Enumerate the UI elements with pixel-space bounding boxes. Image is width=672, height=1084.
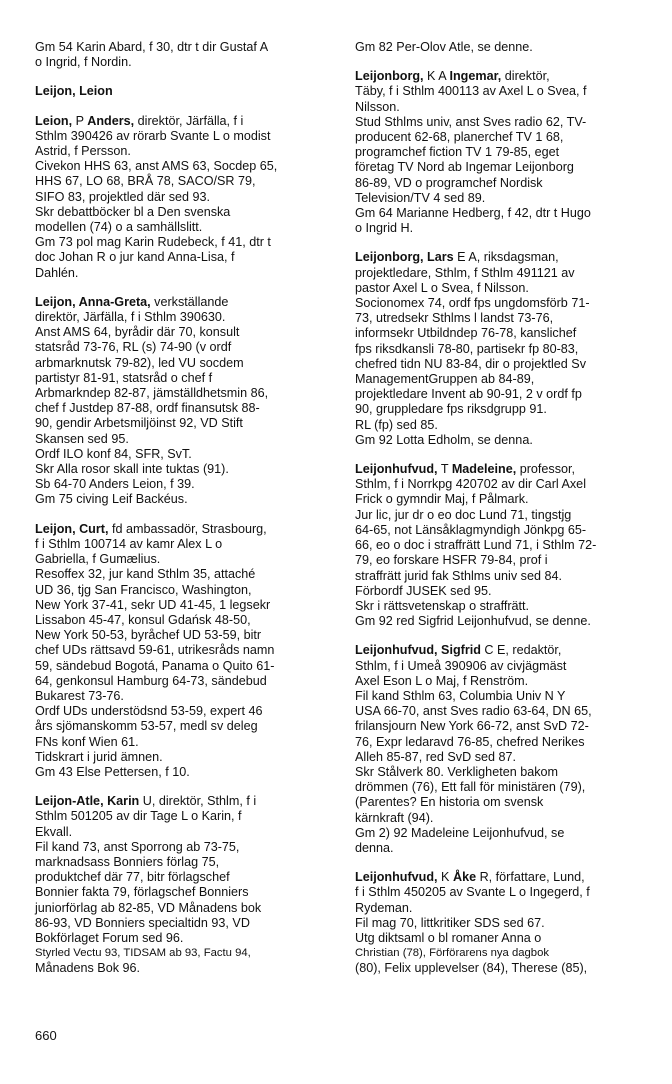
entry-line: Skansen sed 95. bbox=[35, 431, 129, 446]
entry-text: direktör, Järfälla, f i bbox=[134, 113, 244, 128]
entry-line: 64, genkonsul Hamburg 64-73, sändebud bbox=[35, 673, 267, 688]
entry-line: f i Sthlm 100714 av kamr Alex L o bbox=[35, 536, 223, 551]
entry-line: New York 50-53, byråchef UD 53-59, bitr bbox=[35, 628, 262, 643]
biography-entry bbox=[35, 84, 330, 99]
entry-line: Gm 82 Per-Olov Atle, se denne. bbox=[355, 40, 533, 54]
entry-name: Leijon, Curt, bbox=[35, 521, 109, 536]
entry-line: 86-89, VD o programchef Nordisk bbox=[355, 175, 543, 190]
entry-line: Fil kand 73, anst Sporrong ab 73-75, bbox=[35, 839, 240, 854]
entry-text: K bbox=[437, 870, 453, 885]
entry-text: U, direktör, Sthlm, f i bbox=[139, 794, 257, 809]
entry-line: doc Johan R o jur kand Anna-Lisa, f bbox=[35, 250, 235, 265]
entry-line: Television/TV 4 sed 89. bbox=[355, 190, 486, 205]
entry-line: Alleh 85-87, red SvD sed 87. bbox=[355, 749, 517, 764]
biography-entry bbox=[355, 250, 650, 448]
entry-text: E A, riksdagsman, bbox=[453, 250, 559, 265]
biography-entry bbox=[35, 295, 330, 508]
biography-entry bbox=[355, 643, 650, 856]
entry-line: RL (fp) sed 85. bbox=[355, 417, 438, 432]
entry-line: Skr debattböcker bl a Den svenska bbox=[35, 204, 231, 219]
entry-text: verkställande bbox=[150, 294, 229, 309]
entry-line: USA 66-70, anst Sves radio 63-64, DN 65, bbox=[355, 704, 592, 719]
entry-line: 64-65, not Länsåklagmyndigh Jönkpg 65- bbox=[355, 522, 587, 537]
entry-line: Utg diktsaml o bl romaner Anna o bbox=[355, 930, 542, 945]
entry-line: Dahlén. bbox=[35, 265, 79, 280]
entry-name: Leion, bbox=[35, 113, 76, 128]
entry-line: Gm 54 Karin Abard, f 30, dtr t dir Gustaf A bbox=[35, 40, 269, 54]
entry-line: producent 62-68, planerchef TV 1 68, bbox=[355, 130, 564, 145]
entry-line: 86-93, VD Bonniers specialtidn 93, VD bbox=[35, 915, 250, 930]
entry-line: SIFO 83, projektled där sed 93. bbox=[35, 189, 211, 204]
entry-line: Gm 92 Lotta Edholm, se denna. bbox=[355, 432, 533, 447]
entry-line: o Ingrid H. bbox=[355, 221, 414, 236]
entry-name: Leijonborg, Lars bbox=[355, 250, 454, 265]
entry-line: Lissabon 45-47, konsul Gdańsk 48-50, bbox=[35, 612, 251, 627]
page-number: 660 bbox=[35, 1028, 57, 1043]
entry-line: FNs konf Wien 61. bbox=[35, 734, 139, 749]
entry-line: chef f Justdep 87-88, ordf finansutsk 88- bbox=[35, 401, 260, 416]
entry-line: Gm 2) 92 Madeleine Leijonhufvud, se bbox=[355, 825, 565, 840]
entry-line: Jur lic, jur dr o eo doc Lund 71, tingstjg bbox=[355, 507, 572, 522]
entry-line: Förbordf JUSEK sed 95. bbox=[355, 583, 492, 598]
entry-line: modellen (74) o a samhällslitt. bbox=[35, 220, 203, 235]
entry-line bbox=[355, 250, 650, 265]
entry-name: Madeleine, bbox=[451, 462, 517, 477]
left-column bbox=[35, 40, 330, 991]
entry-text: professor, bbox=[516, 462, 576, 477]
entry-line: Christian (78), Förförarens nya dagbok bbox=[355, 947, 550, 960]
entry-name: Anders, bbox=[87, 113, 135, 128]
entry-line: marknadsass Bonniers förlag 75, bbox=[35, 854, 220, 869]
entry-line: New York 37-41, sekr UD 41-45, 1 legsekr bbox=[35, 597, 271, 612]
entry-line: Ordf ILO konf 84, SFR, SvT. bbox=[35, 446, 192, 461]
entry-line: Sb 64-70 Anders Leion, f 39. bbox=[35, 477, 195, 492]
entry-line: Socionomex 74, ordf fps ungdomsförb 71- bbox=[355, 296, 590, 311]
entry-line: kärnkraft (94). bbox=[355, 810, 434, 825]
entry-line bbox=[355, 870, 650, 885]
entry-line: 76, Expr ledaravd 76-85, chefred Nerikes bbox=[355, 734, 585, 749]
entry-line: Sthlm 501205 av dir Tage L o Karin, f bbox=[35, 809, 242, 824]
entry-name: Leijon, Leion bbox=[35, 84, 113, 99]
entry-line: Nilsson. bbox=[355, 99, 400, 114]
entry-line: Gabriella, f Gumælius. bbox=[35, 552, 161, 567]
entry-line: (80), Felix upplevelser (84), Therese (85), bbox=[355, 961, 588, 976]
entry-line: UD 36, tjg San Francisco, Washington, bbox=[35, 582, 252, 597]
entry-line: Månadens Bok 96. bbox=[35, 961, 141, 976]
entry-line: Frick o gymndir Maj, f Pålmark. bbox=[355, 492, 529, 507]
entry-line: f i Sthlm 450205 av Svante L o Ingegerd, f bbox=[355, 885, 590, 900]
entry-name: Leijonhufvud, bbox=[355, 870, 438, 885]
entry-line: juniorförlag ab 82-85, VD Månadens bok bbox=[35, 900, 262, 915]
entry-name: Ingemar, bbox=[449, 69, 502, 84]
entry-line: Skr Alla rosor skall inte tuktas (91). bbox=[35, 462, 229, 477]
entry-line: fps riksdkansli 78-80, partisekr fp 80-83, bbox=[355, 341, 579, 356]
entry-line: chefred tidn NU 83-84, dir o projektled Sv bbox=[355, 356, 587, 371]
entry-line: Axel Eson L o Maj, f Renström. bbox=[355, 673, 529, 688]
entry-text: fd ambassadör, Strasbourg, bbox=[108, 521, 267, 536]
entry-line: Bukarest 73-76. bbox=[35, 688, 124, 703]
entry-line: Gm 92 red Sigfrid Leijonhufvud, se denne. bbox=[355, 614, 591, 629]
entry-line: Gm 73 pol mag Karin Rudebeck, f 41, dtr t bbox=[35, 235, 271, 250]
entry-line: 90, gruppledare fps riksdgrupp 91. bbox=[355, 402, 547, 417]
entry-line: straffrätt jurid fak Sthlms univ sed 84. bbox=[355, 568, 562, 583]
entry-line: arbmarknutsk 79-82), led VU socdem bbox=[35, 355, 244, 370]
entry-line: Gm 43 Else Pettersen, f 10. bbox=[35, 764, 190, 779]
entry-line: direktör, Järfälla, f i Sthlm 390630. bbox=[35, 310, 226, 325]
entry-line: programchef fiction TV 1 79-85, eget bbox=[355, 145, 560, 160]
entry-line: Skr Stålverk 80. Verkligheten bakom bbox=[355, 764, 559, 779]
entry-text: T bbox=[437, 462, 452, 477]
entry-line: pastor Axel L o Svea, f Nilsson. bbox=[355, 280, 529, 295]
entry-name: Leijonhufvud, bbox=[355, 462, 438, 477]
entry-line: partistyr 81-91, statsråd o chef f bbox=[35, 370, 213, 385]
entry-line: års sjömanskomm 53-57, medl sv deleg bbox=[35, 719, 258, 734]
entry-line: Styrled Vectu 93, TIDSAM ab 93, Factu 94, bbox=[35, 947, 251, 960]
entry-line: Stud Sthlms univ, anst Sves radio 62, TV- bbox=[355, 114, 587, 129]
entry-line: projektledare Invent ab 90-91, 2 v ordf fp bbox=[355, 387, 582, 402]
entry-line: denna. bbox=[355, 840, 394, 855]
entry-line: 79, eo forskare HSFR 79-84, prof i bbox=[355, 553, 548, 568]
entry-line: Sthlm, f i Norrkpg 420702 av dir Carl Axel bbox=[355, 477, 586, 492]
biography-entry bbox=[355, 69, 650, 236]
entry-line: o Ingrid, f Nordin. bbox=[35, 55, 132, 70]
entry-line: 90, gendir Arbetsmiljöinst 92, VD Stift bbox=[35, 416, 243, 431]
entry-line: 66, eo o doc i straffrätt Lund 71, i Sthlm 72- bbox=[355, 538, 597, 553]
entry-line bbox=[355, 69, 650, 84]
entry-name: Leijonhufvud, Sigfrid bbox=[355, 643, 481, 658]
biography-entry bbox=[35, 794, 330, 976]
entry-name: Åke bbox=[452, 870, 477, 885]
entry-line: Astrid, f Persson. bbox=[35, 144, 131, 159]
right-column bbox=[355, 40, 650, 991]
entry-name: Leijon-Atle, Karin bbox=[35, 794, 140, 809]
entry-line: Skr i rättsvetenskap o straffrätt. bbox=[355, 598, 530, 613]
biography-entry bbox=[355, 40, 650, 55]
entry-line bbox=[35, 295, 330, 310]
biography-entry bbox=[35, 522, 330, 780]
entry-text: P bbox=[75, 113, 88, 128]
entry-line: ManagementGruppen ab 84-89, bbox=[355, 372, 535, 387]
entry-line: Sthlm, f i Umeå 390906 av civjägmäst bbox=[355, 658, 567, 673]
entry-line: drömmen (76), Ett fall för ministären (79), bbox=[355, 780, 586, 795]
entry-line: projektledare, Sthlm, f Sthlm 491121 av bbox=[355, 265, 575, 280]
entry-line: 59, sändebud Bogotá, Panama o Quito 61- bbox=[35, 658, 275, 673]
entry-line: Ekvall. bbox=[35, 824, 73, 839]
entry-line: Anst AMS 64, byrådir där 70, konsult bbox=[35, 325, 240, 340]
entry-text: direktör, bbox=[501, 69, 550, 84]
entry-text: C E, redaktör, bbox=[480, 643, 562, 658]
entry-line bbox=[35, 522, 330, 537]
entry-line: Fil kand Sthlm 63, Columbia Univ N Y bbox=[355, 688, 566, 703]
entry-line: Arbmarkndep 82-87, jämställdhetsmin 86, bbox=[35, 386, 269, 401]
entry-text: K A bbox=[423, 69, 450, 84]
entry-line: företag TV Nord ab Ingemar Leijonborg bbox=[355, 160, 574, 175]
entry-line: Civekon HHS 63, anst AMS 63, Socdep 65, bbox=[35, 159, 278, 174]
entry-line: Sthlm 390426 av rörarb Svante L o modist bbox=[35, 128, 271, 143]
entry-line: Ordf UDs understödsnd 53-59, expert 46 bbox=[35, 704, 263, 719]
entry-line: Gm 64 Marianne Hedberg, f 42, dtr t Hugo bbox=[355, 206, 591, 221]
biography-entry bbox=[355, 870, 650, 976]
entry-line: chef UDs rättsavd 59-61, utrikesråds namn bbox=[35, 643, 275, 658]
biography-entry bbox=[35, 40, 330, 70]
biography-entry bbox=[355, 462, 650, 629]
entry-line bbox=[35, 114, 330, 129]
entry-line: Tidskrart i jurid ämnen. bbox=[35, 749, 163, 764]
entry-line bbox=[355, 462, 650, 477]
entry-line: Resoffex 32, jur kand Sthlm 35, attaché bbox=[35, 567, 256, 582]
entry-line: frilansjourn New York 66-72, anst SvD 72- bbox=[355, 719, 589, 734]
entry-name: Leijon, Anna-Greta, bbox=[35, 294, 151, 309]
entry-text: R, författare, Lund, bbox=[476, 870, 585, 885]
entry-line: Gm 75 civing Leif Backéus. bbox=[35, 492, 188, 507]
entry-line: statsråd 73-76, RL (s) 74-90 (v ordf bbox=[35, 340, 232, 355]
entry-line: Täby, f i Sthlm 400113 av Axel L o Svea, f bbox=[355, 84, 587, 99]
entry-line bbox=[35, 794, 330, 809]
entry-line: informsekr Utbildndep 76-78, kanslichef bbox=[355, 326, 577, 341]
entry-line: (Parentes? En historia om svensk bbox=[355, 795, 544, 810]
entry-line: produktchef där 77, bitr förlagschef bbox=[35, 870, 230, 885]
entry-name: Leijonborg, bbox=[355, 69, 424, 84]
entry-line: 73, utredsekr Sthlms l landst 73-76, bbox=[355, 311, 554, 326]
entry-line: Bonnier fakta 79, förlagschef Bonniers bbox=[35, 885, 249, 900]
entry-line: HHS 67, LO 68, BRÅ 78, SACO/SR 79, bbox=[35, 174, 256, 189]
entry-line: Bokförlaget Forum sed 96. bbox=[35, 930, 184, 945]
entry-line bbox=[35, 84, 330, 99]
entry-line: Rydeman. bbox=[355, 900, 413, 915]
biography-entry bbox=[35, 114, 330, 281]
entry-line: Fil mag 70, littkritiker SDS sed 67. bbox=[355, 915, 545, 930]
entry-line bbox=[355, 643, 650, 658]
